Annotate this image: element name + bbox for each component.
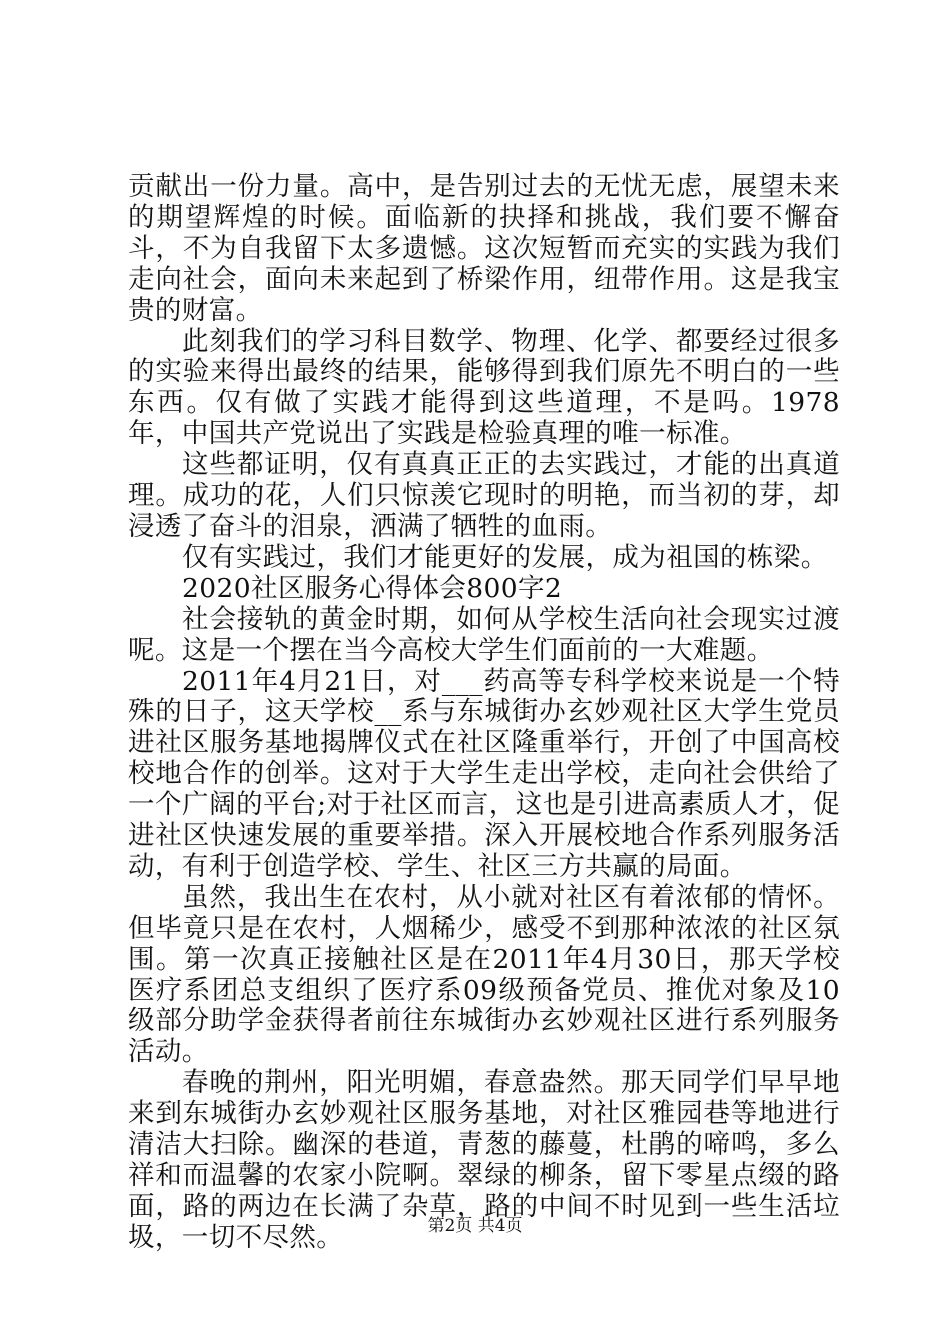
section-heading: 2020社区服务心得体会800字2	[182, 572, 563, 604]
page-number-footer: 第2页 共4页	[427, 1216, 523, 1236]
paragraph: 春晚的荆州，阳光明媚，春意盎然。那天同学们早早地来到东城街办玄妙观社区服务基地，对社区雅园巷等地进行清洁大扫除。幽深的巷道，青葱的藤蔓，杜鹃的啼鸣，多么祥和而温馨的农家小院啊。翠绿的柳条，留下零星点缀的路面，路的两边在长满了杂草，路的中间不时见到一些生活垃圾，一切不尽然。	[128, 1067, 840, 1253]
paragraph: 社会接轨的黄金时期，如何从学校生活向社会现实过渡呢。这是一个摆在当今高校大学生们面前的一大难题。	[128, 603, 840, 666]
document-body	[128, 172, 840, 1254]
paragraph: 仅有实践过，我们才能更好的发展，成为祖国的栋梁。	[182, 541, 828, 573]
paragraph: 2011年4月21日，对___药高等专科学校来说是一个特殊的日子，这天学校__系与东城街办玄妙观社区大学生党员进社区服务基地揭牌仪式在社区隆重举行，开创了中国高校校地合作的创举。这对于大学生走出学校，走向社会供给了一个广阔的平台;对于社区而言，这也是引进高素质人才，促进社区快速发展的重要举措。深入开展校地合作系列服务活动，有利于创造学校、学生、社区三方共赢的局面。	[128, 665, 840, 882]
paragraph: 此刻我们的学习科目数学、物理、化学、都要经过很多的实验来得出最终的结果，能够得到我们原先不明白的一些东西。仅有做了实践才能得到这些道理，不是吗。1978年，中国共产党说出了实践是检验真理的唯一标准。	[128, 325, 840, 450]
paragraph: 虽然，我出生在农村，从小就对社区有着浓郁的情怀。但毕竟只是在农村，人烟稀少，感受不到那种浓浓的社区氛围。第一次真正接触社区是在2011年4月30日，那天学校医疗系团总支组织了医疗系09级预备党员、推优对象及10级部分助学金获得者前往东城街办玄妙观社区进行系列服务活动。	[128, 881, 840, 1068]
paragraph-continuation: 贡献出一份力量。高中，是告别过去的无忧无虑，展望未来的期望辉煌的时候。面临新的抉择和挑战，我们要不懈奋斗，不为自我留下太多遗憾。这次短暂而充实的实践为我们走向社会，面向未来起到了桥梁作用，纽带作用。这是我宝贵的财富。	[128, 171, 840, 326]
paragraph: 这些都证明，仅有真真正正的去实践过，才能的出真道理。成功的花，人们只惊羡它现时的明艳，而当初的芽，却浸透了奋斗的泪泉，洒满了牺牲的血雨。	[128, 449, 840, 542]
